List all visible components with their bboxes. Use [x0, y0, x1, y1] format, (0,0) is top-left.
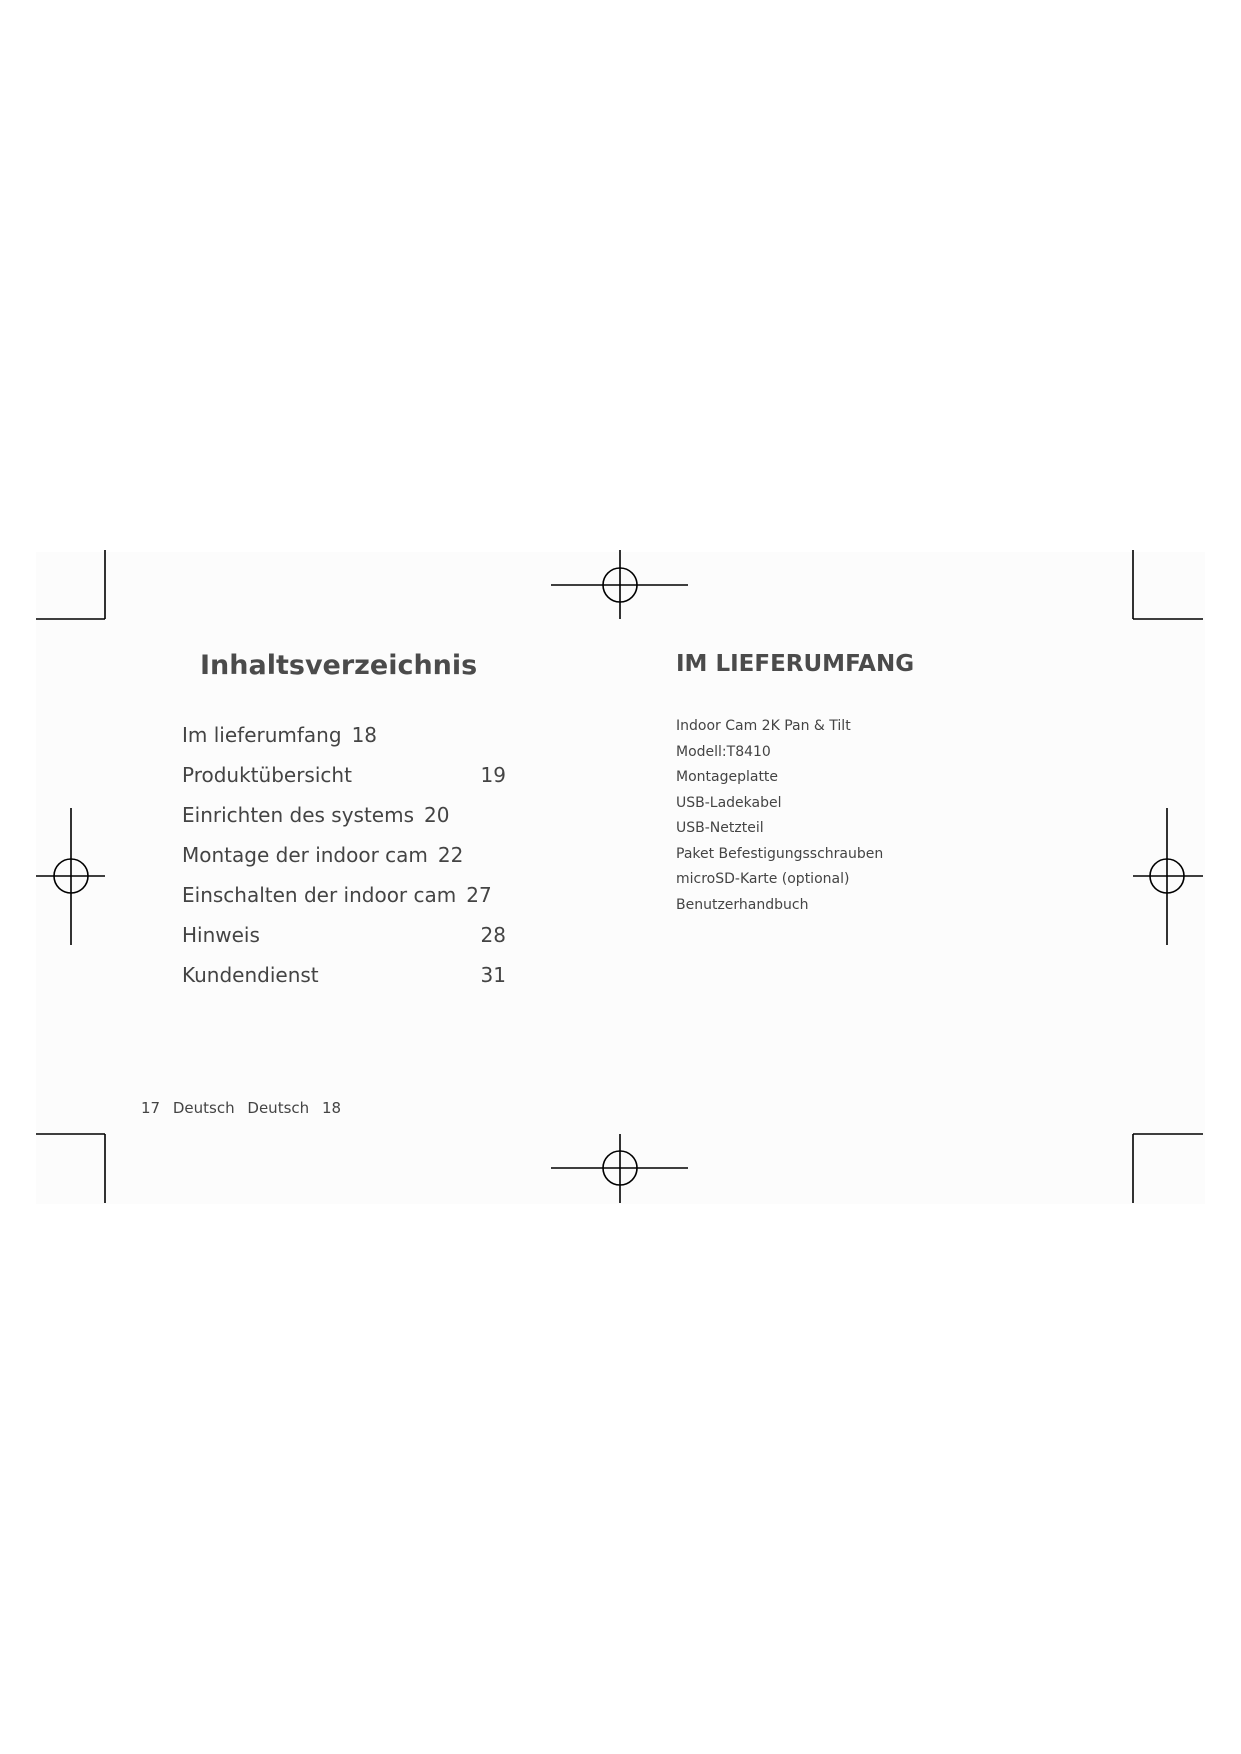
right-page-number: 18: [321, 1099, 342, 1117]
toc-item: [182, 923, 512, 963]
package-item: Paket Befestigungsschrauben: [676, 845, 884, 862]
toc-item-label: Einrichten des systems: [182, 803, 415, 827]
registration-mark-bottom: [551, 1134, 688, 1203]
toc-list: [182, 723, 512, 1003]
registration-mark-left: [36, 808, 105, 945]
toc-item: [182, 883, 512, 923]
toc-item-label: Im lieferumfang: [182, 723, 342, 747]
toc-item: [182, 763, 512, 803]
toc-item-label: Einschalten der indoor cam: [182, 883, 457, 907]
page-footer: [141, 1099, 349, 1117]
toc-item: [182, 723, 512, 763]
toc-item-page: 19: [480, 763, 506, 787]
toc-item: [182, 803, 512, 843]
crop-mark-top-left: [36, 550, 105, 619]
package-item: microSD-Karte (optional): [676, 871, 850, 887]
toc-item-page: 20: [424, 803, 450, 827]
toc-item-label: Kundendienst: [182, 963, 319, 987]
right-language: Deutsch: [247, 1099, 310, 1117]
crop-mark-bottom-left: [36, 1134, 105, 1203]
package-item: USB-Ladekabel: [676, 794, 782, 811]
toc-item-page: 28: [480, 923, 506, 947]
package-item: Indoor Cam 2K Pan & Tilt: [676, 718, 851, 734]
registration-mark-top: [551, 550, 688, 619]
registration-mark-right: [1133, 808, 1203, 945]
package-list: [676, 714, 883, 918]
toc-item-page: 27: [466, 883, 492, 907]
package-item: Modell:T8410: [676, 743, 771, 760]
toc-item-page: 22: [437, 843, 464, 867]
crop-mark-bottom-right: [1133, 1134, 1203, 1203]
toc-item-label: Produktübersicht: [182, 763, 352, 787]
toc-item-label: Montage der indoor cam: [182, 843, 428, 867]
left-page-number: 17: [141, 1099, 161, 1117]
toc-item-label: Hinweis: [182, 923, 260, 947]
toc-item-page: 18: [351, 723, 378, 747]
package-item: USB-Netzteil: [676, 820, 764, 836]
crop-mark-top-right: [1133, 550, 1203, 619]
package-item: Benutzerhandbuch: [676, 896, 809, 913]
left-language: Deutsch: [172, 1099, 235, 1117]
package-item: Montageplatte: [676, 769, 779, 785]
toc-item-page: 31: [480, 963, 506, 987]
toc-title: Inhaltsverzeichnis: [200, 650, 478, 681]
toc-item: [182, 843, 512, 883]
package-title: IM LIEFERUMFANG: [676, 651, 915, 677]
toc-item: [182, 963, 512, 1003]
